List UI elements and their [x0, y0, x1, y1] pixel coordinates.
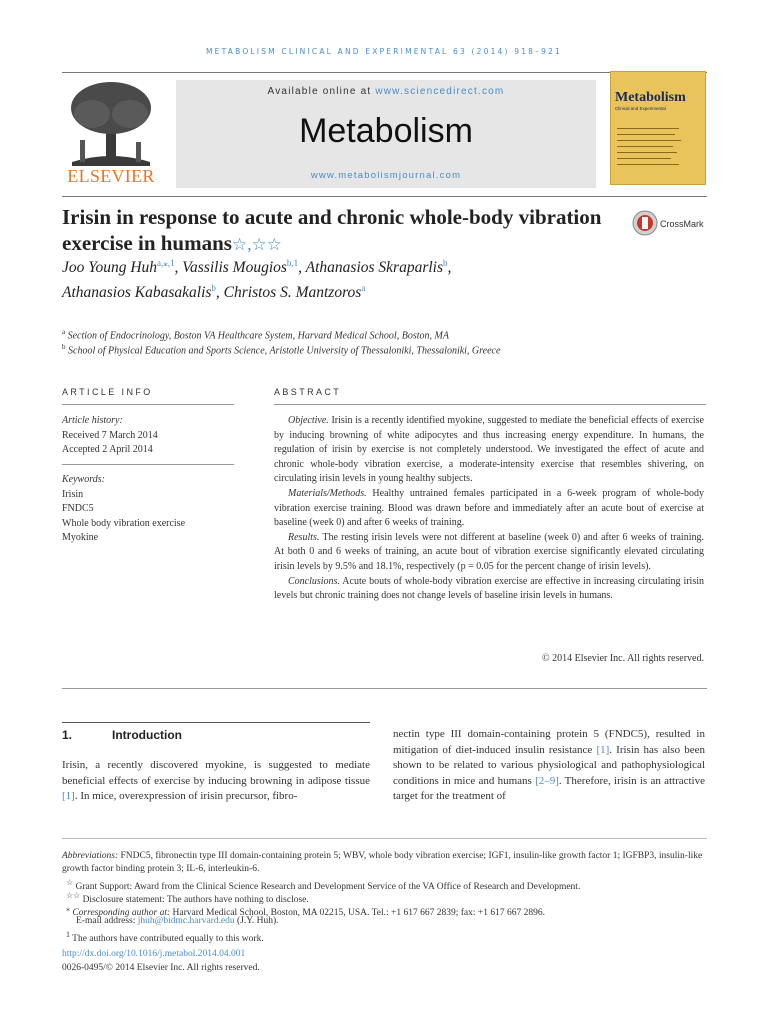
abstract-body	[274, 414, 704, 604]
author-name: Vassilis Mougios	[182, 259, 287, 277]
affiliation-key: b	[62, 343, 66, 351]
available-prefix: Available online at	[267, 86, 376, 97]
journal-name: Metabolism	[299, 112, 473, 150]
abstract-end-rule	[62, 688, 707, 689]
affiliation	[62, 343, 707, 356]
keyword: FNDC5	[62, 503, 94, 514]
issn-line: 0026-0495/© 2014 Elsevier Inc. All rights reserved.	[62, 963, 260, 973]
footnote-rule	[62, 838, 707, 839]
author-sup[interactable]: b,1	[286, 258, 299, 268]
received-date: Received 7 March 2014	[62, 429, 158, 441]
article-info-rule	[62, 404, 234, 405]
abstract-heading: ABSTRACT	[274, 387, 342, 397]
abstract-objective: Objective. Irisin is a recently identified myokine, suggested to mediate the beneficial effects of exercise by inducing browning of white adipocytes and thus increasing energy expenditure. In humans, the regulation of irisin by exercise is not completely understood. We investigated the effect of acute and chronic whole-body vibration exercise, a moderate-intensity exercise that resembles shivering, on circulating irisin levels in young healthy subjects.	[274, 415, 704, 485]
article-history	[62, 414, 234, 458]
section-title: Introduction	[112, 728, 182, 742]
intro-left-column: Irisin, a recently discovered myokine, is suggested to mediate beneficial effects of exercise by inducing browning in adipose tissue [1]. In mice, overexpression of irisin precursor, fibro-	[62, 759, 370, 802]
history-rule	[62, 464, 234, 465]
sciencedirect-link[interactable]: www.sciencedirect.com	[375, 86, 505, 97]
footnote-equal: $^1$ The authors have contributed equally to this work.	[66, 930, 264, 945]
keyword: Irisin	[62, 488, 84, 500]
journal-url[interactable]: www.metabolismjournal.com	[310, 170, 462, 181]
author-sup[interactable]: a	[361, 283, 366, 294]
intro-right-column: nectin type III domain-containing protein 5 (FNDC5), resulted in mitigation of diet-induced insulin resistance [1]. Irisin has also been shown to be related to various physiological and pathophysiological conditions in mice and humans [2–9]. Therefore, irisin is an attractive target for the treatment of	[393, 728, 705, 802]
abstract-methods: Materials/Methods. Healthy untrained females participated in a 6-week program of whole-body vibration exercise training. Blood was drawn before and immediately after an acute bout of exercise at baseline (week 0) and after 6 weeks of training.	[274, 487, 704, 529]
article-title-text: Irisin in response to acute and chronic whole-body vibration exercise in humans	[62, 205, 602, 255]
keyword: Myokine	[62, 532, 99, 543]
author-sup[interactable]: a,⁎,1	[157, 258, 175, 268]
section-number: 1.	[62, 728, 73, 742]
author-name: Athanasios Skraparlis	[305, 259, 444, 277]
footnote-disclosure: ☆☆ Disclosure statement: The authors have nothing to disclose.	[66, 891, 309, 906]
available-online	[176, 86, 596, 97]
email-link[interactable]: jhuh@bidmc.harvard.edu	[137, 916, 235, 926]
section-heading	[62, 728, 182, 742]
article-title	[62, 204, 622, 258]
citation-link[interactable]: [2–9]	[535, 774, 559, 787]
banner-rule	[62, 196, 707, 197]
crossmark-label[interactable]: CrossMark	[660, 219, 704, 229]
citation-link[interactable]: [1]	[62, 790, 75, 802]
cover-title: Metabolism	[615, 90, 686, 105]
running-header: METABOLISM CLINICAL AND EXPERIMENTAL 63 (2014) 918–921	[205, 47, 563, 56]
accepted-date: Accepted 2 April 2014	[62, 444, 153, 455]
abstract-rule	[274, 404, 706, 405]
footnote-grant: ☆ Grant Support: Award from the Clinical Science Research and Development Service of the VA Office of Research and Development.	[66, 878, 581, 893]
affiliation-text: Section of Endocrinology, Boston VA Healthcare System, Harvard Medical School, Boston, MA	[67, 330, 449, 342]
abstract-copyright: © 2014 Elsevier Inc. All rights reserved.	[541, 653, 704, 664]
article-info-heading: ARTICLE INFO	[62, 387, 153, 397]
crossmark-icon[interactable]	[632, 210, 658, 236]
author-name: Christos S. Mantzoros	[223, 284, 362, 302]
abstract-results: Results. The resting irisin levels were not different at baseline (week 0) and after 6 weeks of training. At both 0 and 6 weeks of training, an acute bout of vibration exercise significantly elevated circulating irisin levels by 9.5% and 18.1%, respectively (p = 0.05 for the percent change of irisin levels).	[274, 531, 704, 572]
intro-top-rule	[62, 722, 370, 723]
footnote-corresponding: ⁎ Corresponding author at: Harvard Medical School, Boston, MA 02215, USA. Tel.: +1 617 667 2839; fax: +1 617 667 2896.	[66, 904, 545, 919]
title-footnote-marks[interactable]: ☆,☆☆	[231, 235, 282, 254]
keywords-label: Keywords:	[62, 474, 105, 485]
history-label: Article history:	[62, 415, 123, 426]
author-list: Joo Young Huh$^{a,⁎,1}$, Vassilis Mougios$^{b,1}$, Athanasios Skraparlis$^b$, Athanasios Kabasakalis$^b$, Christos S. Mantzoros$^a$	[62, 258, 452, 302]
author-sup[interactable]: b	[211, 283, 216, 294]
author-name: Joo Young Huh	[62, 259, 158, 277]
journal-cover	[610, 71, 706, 185]
publisher-name: ELSEVIER	[67, 166, 155, 186]
abstract-conclusions: Conclusions. Acute bouts of whole-body vibration exercise are effective in increasing circulating irisin levels but chronic training does not change levels of baseline irisin levels in humans.	[274, 575, 704, 602]
author-name: Athanasios Kabasakalis	[62, 284, 212, 302]
footnote-abbreviations: Abbreviations: FNDC5, fibronectin type III domain-containing protein 5; WBV, whole body vibration exercise; IGF1, insulin-like growth factor 1; IGFBP3, insulin-like growth factor binding protein 3; IL-6, interleukin-6.	[62, 851, 703, 874]
cover-subtitle: Clinical and Experimental	[615, 106, 666, 111]
citation-link[interactable]: [1]	[596, 743, 610, 756]
doi-link: http://dx.doi.org/10.1016/j.metabol.2014.04.001	[62, 949, 246, 959]
affiliation-key: a	[62, 328, 66, 336]
author-sup[interactable]: b	[443, 258, 448, 268]
affiliation	[62, 328, 707, 341]
keywords-block	[62, 473, 234, 546]
keyword: Whole body vibration exercise	[62, 517, 186, 529]
affiliation-text: School of Physical Education and Sports Science, Aristotle University of Thessaloniki, Thessaloniki, Greece	[68, 345, 501, 357]
footnote-email: E-mail address: jhuh@bidmc.harvard.edu (J.Y. Huh).	[76, 916, 279, 926]
